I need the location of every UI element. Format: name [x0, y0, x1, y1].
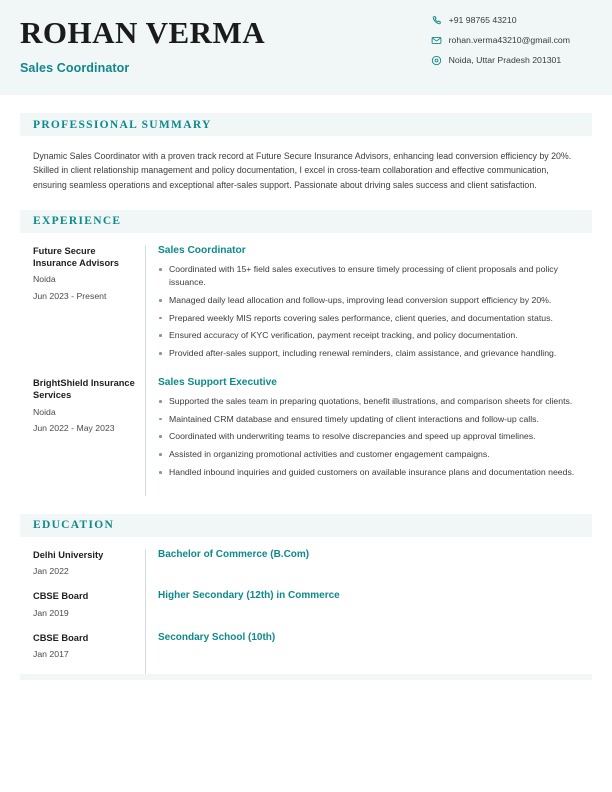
resume-header [0, 0, 612, 95]
education-degree: Secondary School (10th) [158, 631, 276, 643]
experience-role: Sales Support Executive [158, 376, 277, 388]
section-professional-summary [20, 113, 592, 192]
list-item: Provided after-sales support, including renewal reminders, claim assistance, and grievance handling. [158, 347, 592, 360]
contact-list [431, 0, 592, 66]
experience-bullets [158, 263, 592, 360]
education-date: Jan 2019 [33, 607, 69, 618]
list-item: Handled inbound inquiries and guided customers on available insurance plans and documentation needs. [158, 466, 592, 479]
candidate-name: ROHAN VERMA [20, 15, 266, 50]
education-entry-meta [33, 549, 145, 591]
experience-location: Noida [33, 406, 56, 417]
education-institution: CBSE Board [33, 632, 89, 643]
contact-email [431, 35, 570, 46]
contact-phone [431, 15, 570, 26]
contact-location [431, 55, 570, 66]
section-experience [20, 210, 592, 496]
experience-location: Noida [33, 274, 56, 285]
list-item: Assisted in organizing promotional activities and customer engagement campaigns. [158, 448, 592, 461]
section-header-bar-education [20, 514, 592, 537]
education-degree: Higher Secondary (12th) in Commerce [158, 590, 340, 602]
section-title-education: EDUCATION [33, 519, 115, 532]
experience-entry [33, 377, 592, 496]
experience-role: Sales Coordinator [158, 244, 246, 256]
education-entry-meta [33, 590, 145, 632]
list-item: Coordinated with underwriting teams to resolve discrepancies and speed up approval timelines. [158, 430, 592, 443]
header-identity [20, 0, 265, 75]
section-title-summary: PROFESSIONAL SUMMARY [33, 118, 212, 131]
list-item: Ensured accuracy of KYC verification, payment receipt tracking, and policy documentation. [158, 329, 592, 342]
education-entry-detail [146, 549, 592, 591]
experience-entry-detail [146, 377, 592, 496]
contact-phone-text: +91 98765 43210 [448, 15, 517, 26]
experience-dates: Jun 2023 - Present [33, 290, 107, 301]
experience-entry-meta [33, 377, 145, 496]
email-icon [431, 35, 442, 46]
education-degree: Bachelor of Commerce (B.Com) [158, 548, 310, 560]
experience-entry-meta [33, 245, 145, 377]
education-entries [20, 537, 592, 674]
education-institution: Delhi University [33, 549, 104, 560]
experience-organization: BrightShield Insurance Services [33, 377, 135, 401]
education-entry [33, 632, 592, 674]
resume-body [0, 113, 612, 674]
section-title-experience: EXPERIENCE [33, 215, 122, 228]
section-header-bar-summary [20, 113, 592, 136]
education-date: Jan 2022 [33, 565, 69, 576]
location-pin-icon [431, 55, 442, 66]
experience-entry-detail [146, 245, 592, 377]
section-header-bar-experience [20, 210, 592, 233]
list-item: Prepared weekly MIS reports covering sales performance, client queries, and documentation status. [158, 312, 592, 325]
section-education [20, 514, 592, 674]
experience-dates: Jun 2022 - May 2023 [33, 422, 115, 433]
list-item: Managed daily lead allocation and follow-ups, improving lead conversion support efficiency by 20%. [158, 294, 592, 307]
contact-location-text: Noida, Uttar Pradesh 201301 [448, 55, 562, 66]
experience-entry [33, 245, 592, 377]
list-item: Maintained CRM database and ensured timely updating of client interactions and follow-up calls. [158, 413, 592, 426]
contact-email-text: rohan.verma43210@gmail.com [448, 35, 570, 46]
education-entry [33, 549, 592, 591]
experience-bullets [158, 395, 592, 479]
footer-band [20, 674, 592, 680]
candidate-job-title: Sales Coordinator [20, 60, 130, 75]
education-date: Jan 2017 [33, 649, 69, 660]
education-entry [33, 590, 592, 632]
list-item: Supported the sales team in preparing quotations, benefit illustrations, and comparison sheets for clients. [158, 395, 592, 408]
education-entry-meta [33, 632, 145, 674]
education-entry-detail [146, 590, 592, 632]
education-institution: CBSE Board [33, 591, 89, 602]
experience-organization: Future Secure Insurance Advisors [33, 245, 119, 269]
summary-paragraph: Dynamic Sales Coordinator with a proven track record at Future Secure Insurance Advisors, enhancing lead conversion efficiency by 20%. Skilled in client relationship management and policy documentation, I excel in cross-team collaboration and effective communication, ensuring seamless operations and exceptional after-sales support. Passionate about driving sales success and client satisfaction. [33, 151, 572, 190]
experience-entries [20, 233, 592, 496]
phone-icon [431, 15, 442, 26]
list-item: Coordinated with 15+ field sales executives to ensure timely processing of client proposals and policy issuance. [158, 263, 592, 289]
education-entry-detail [146, 632, 592, 674]
